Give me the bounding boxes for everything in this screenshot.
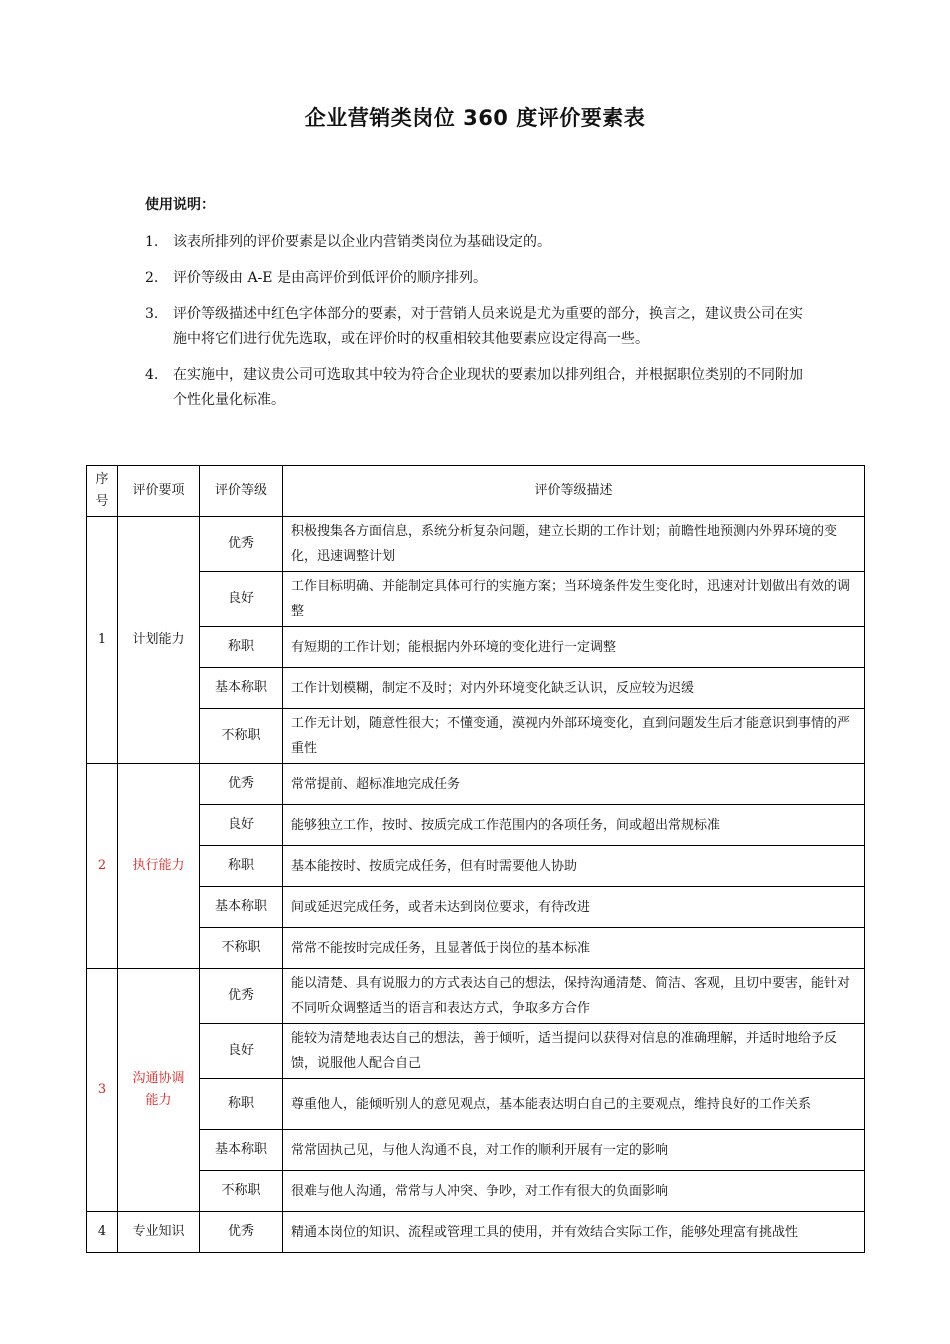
instruction-item: [145, 363, 815, 413]
description-cell: 工作目标明确、并能制定具体可行的实施方案；当环境条件发生变化时，迅速对计划做出有效的调整: [283, 572, 865, 627]
description-cell: 间或延迟完成任务，或者未达到岗位要求，有待改进: [283, 887, 865, 928]
description-cell: 工作无计划，随意性很大；不懂变通，漠视内外部环境变化，直到问题发生后才能意识到事情的严重性: [283, 709, 865, 764]
table-row: [87, 1130, 865, 1171]
description-cell: 能较为清楚地表达自己的想法，善于倾听，适当提问以获得对信息的准确理解，并适时地给予反馈，说服他人配合自己: [283, 1024, 865, 1079]
instructions-heading: 使用说明：: [145, 197, 215, 213]
instruction-number: 1.: [145, 234, 159, 250]
seq-cell: 2: [87, 764, 118, 969]
table-row: [87, 846, 865, 887]
level-cell: 良好: [200, 805, 283, 846]
table-row: [87, 572, 865, 627]
level-cell: 不称职: [200, 709, 283, 764]
header-description: 评价等级描述: [283, 466, 865, 517]
page-title: 企业营销类岗位 360 度评价要素表: [304, 106, 646, 130]
level-cell: 基本称职: [200, 1130, 283, 1171]
instruction-text: 评价等级描述中红色字体部分的要素，对于营销人员来说是尤为重要的部分，换言之，建议贵公司在实施中将它们进行优先选取，或在评价时的权重相较其他要素应设定得高一些。: [173, 306, 803, 347]
table-row: [87, 1171, 865, 1212]
level-cell: 不称职: [200, 1171, 283, 1212]
level-cell: 优秀: [200, 969, 283, 1024]
level-cell: 良好: [200, 572, 283, 627]
level-cell: 优秀: [200, 517, 283, 572]
instruction-item: [145, 230, 815, 255]
level-cell: 称职: [200, 627, 283, 668]
description-cell: 能以清楚、具有说服力的方式表达自己的想法，保持沟通清楚、简洁、客观，且切中要害，能针对不同听众调整适当的语言和表达方式，争取多方合作: [283, 969, 865, 1024]
level-cell: 称职: [200, 1079, 283, 1130]
header-level: 评价等级: [200, 466, 283, 517]
seq-cell: 3: [87, 969, 118, 1212]
item-cell: 沟通协调能力: [118, 969, 200, 1212]
instruction-text: 在实施中，建议贵公司可选取其中较为符合企业现状的要素加以排列组合，并根据职位类别的不同附加个性化量化标准。: [173, 367, 803, 408]
description-cell: 常常不能按时完成任务，且显著低于岗位的基本标准: [283, 928, 865, 969]
table-row: [87, 928, 865, 969]
level-cell: 不称职: [200, 928, 283, 969]
table-row: [87, 764, 865, 805]
description-cell: 常常提前、超标准地完成任务: [283, 764, 865, 805]
description-cell: 积极搜集各方面信息，系统分析复杂问题，建立长期的工作计划；前瞻性地预测内外界环境的变化，迅速调整计划: [283, 517, 865, 572]
table-row: [87, 627, 865, 668]
level-cell: 良好: [200, 1024, 283, 1079]
instruction-text: 评价等级由 A-E 是由高评价到低评价的顺序排列。: [173, 270, 487, 286]
level-cell: 优秀: [200, 1212, 283, 1253]
table-header-row: [87, 466, 865, 517]
description-cell: 工作计划模糊，制定不及时；对内外环境变化缺乏认识，反应较为迟缓: [283, 668, 865, 709]
level-cell: 基本称职: [200, 668, 283, 709]
table-row: [87, 1212, 865, 1253]
item-cell: 计划能力: [118, 517, 200, 764]
table-row: [87, 969, 865, 1024]
table-row: [87, 1024, 865, 1079]
description-cell: 能够独立工作，按时、按质完成工作范围内的各项任务，间或超出常规标准: [283, 805, 865, 846]
header-seq: 序号: [87, 466, 118, 517]
table-row: [87, 668, 865, 709]
header-item: 评价要项: [118, 466, 200, 517]
description-cell: 尊重他人，能倾听别人的意见观点，基本能表达明白自己的主要观点，维持良好的工作关系: [283, 1079, 865, 1130]
table-row: [87, 887, 865, 928]
description-cell: 很难与他人沟通，常常与人冲突、争吵，对工作有很大的负面影响: [283, 1171, 865, 1212]
evaluation-table: [86, 465, 865, 1253]
item-cell: 专业知识: [118, 1212, 200, 1253]
instruction-text: 该表所排列的评价要素是以企业内营销类岗位为基础设定的。: [173, 234, 551, 250]
instruction-number: 2.: [145, 270, 159, 286]
seq-cell: 4: [87, 1212, 118, 1253]
description-cell: 基本能按时、按质完成任务，但有时需要他人协助: [283, 846, 865, 887]
instruction-number: 3.: [145, 306, 159, 322]
table-row: [87, 517, 865, 572]
level-cell: 基本称职: [200, 887, 283, 928]
description-cell: 精通本岗位的知识、流程或管理工具的使用，并有效结合实际工作，能够处理富有挑战性: [283, 1212, 865, 1253]
description-cell: 常常固执己见，与他人沟通不良，对工作的顺利开展有一定的影响: [283, 1130, 865, 1171]
instruction-number: 4.: [145, 367, 159, 383]
table-row: [87, 805, 865, 846]
description-cell: 有短期的工作计划；能根据内外环境的变化进行一定调整: [283, 627, 865, 668]
table-row: [87, 709, 865, 764]
instructions-list: [145, 230, 815, 424]
seq-cell: 1: [87, 517, 118, 764]
instruction-item: [145, 302, 815, 352]
table-row: [87, 1079, 865, 1130]
item-cell: 执行能力: [118, 764, 200, 969]
level-cell: 优秀: [200, 764, 283, 805]
level-cell: 称职: [200, 846, 283, 887]
instruction-item: [145, 266, 815, 291]
